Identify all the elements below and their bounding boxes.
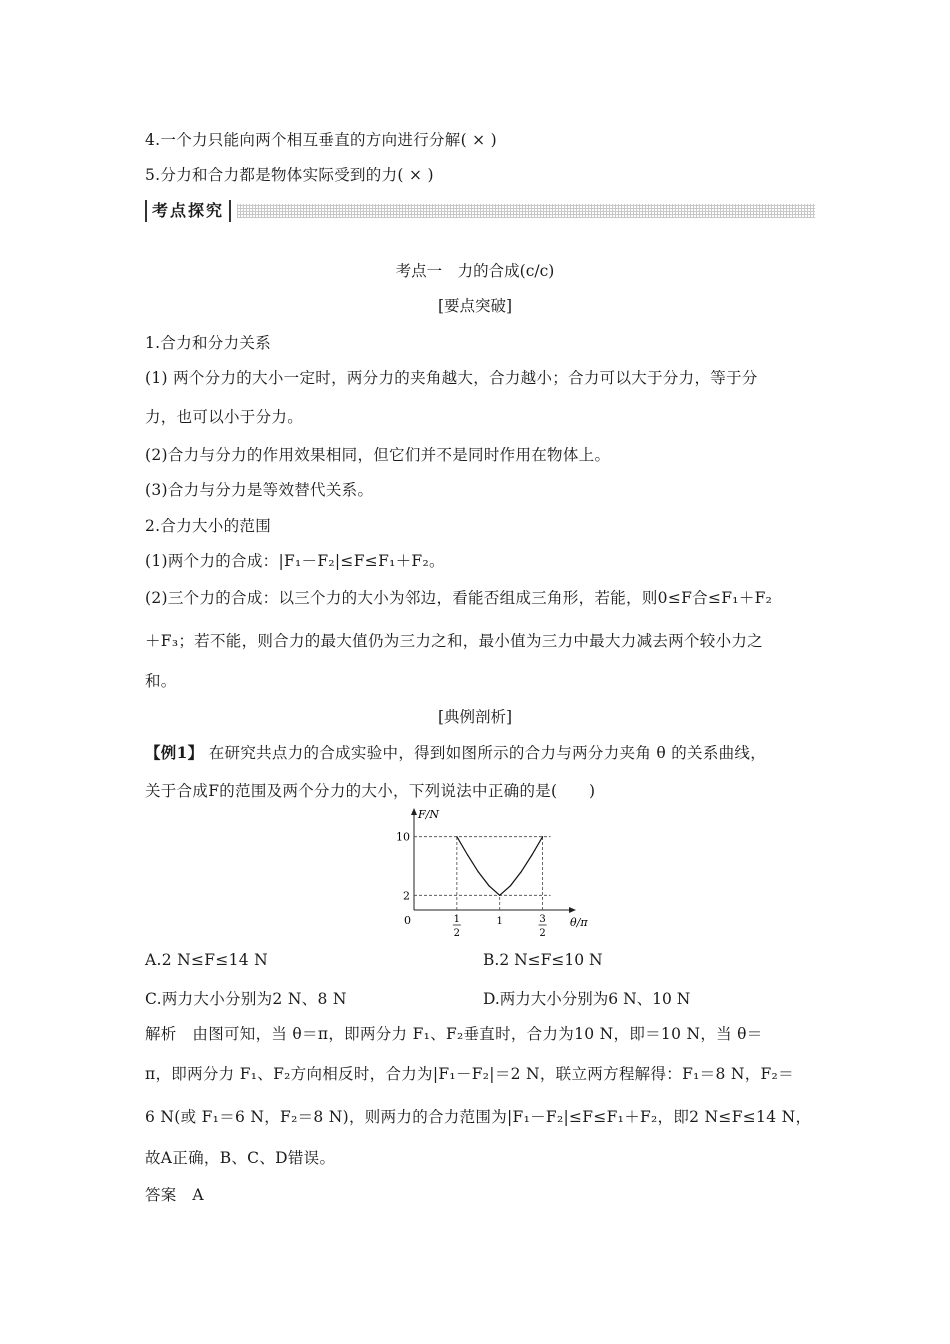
option-d: D.两力大小分别为6 N、10 N bbox=[483, 990, 691, 1008]
p1-c: (3)合力与分力是等效替代关系。 bbox=[145, 481, 374, 499]
option-c: C.两力大小分别为2 N、8 N bbox=[145, 990, 347, 1008]
p2-b-line2: ＋F₃；若不能，则合力的最大值仍为三力之和，最小值为三力中最大力减去两个较小力之 bbox=[145, 632, 763, 650]
x-axis-label: θ/π bbox=[570, 916, 588, 929]
data-point bbox=[478, 871, 479, 872]
p2-heading: 2.合力大小的范围 bbox=[145, 517, 271, 535]
section-banner bbox=[145, 200, 815, 222]
p1-a-line1: (1) 两个分力的大小一定时，两分力的夹角越大，合力越小；合力可以大于分力，等于分 bbox=[145, 369, 758, 387]
data-point bbox=[488, 885, 489, 886]
data-point bbox=[510, 885, 511, 886]
data-point bbox=[521, 871, 522, 872]
banner-hatch bbox=[237, 204, 815, 218]
y-axis-label: F/N bbox=[418, 808, 439, 821]
p1-b: (2)合力与分力的作用效果相同，但它们并不是同时作用在物体上。 bbox=[145, 446, 611, 464]
data-point bbox=[467, 854, 468, 855]
y-tick-label: 2 bbox=[403, 889, 410, 903]
force-angle-chart bbox=[378, 808, 588, 942]
key-points-heading: [要点突破] bbox=[437, 297, 513, 315]
y-axis-arrow bbox=[411, 808, 417, 815]
option-b: B.2 N≤F≤10 N bbox=[483, 951, 603, 969]
x-tick-denominator: 2 bbox=[539, 928, 546, 939]
statement-4: 4.一个力只能向两个相互垂直的方向进行分解( × ) bbox=[145, 131, 498, 149]
section-title: 考点一 力的合成(c/c) bbox=[395, 262, 555, 280]
p2-b-line1: (2)三个力的合成：以三个力的大小为邻边，看能否组成三角形，若能，则0≤F合≤F₁＋F₂ bbox=[145, 589, 773, 607]
analysis-line1: 解析 由图可知，当 θ＝π，即两分力 F₁、F₂垂直时，合力为10 N，即＝10 N，当 θ＝ bbox=[145, 1025, 763, 1043]
example-label: 【例1】 bbox=[145, 743, 204, 762]
example-q1: 在研究共点力的合成实验中，得到如图所示的合力与两分力夹角 θ 的关系曲线， bbox=[203, 744, 767, 762]
statement-5: 5.分力和合力都是物体实际受到的力( × ) bbox=[145, 166, 434, 184]
p2-a: (1)两个力的合成：|F₁－F₂|≤F≤F₁＋F₂。 bbox=[145, 552, 445, 570]
analysis-line2: π，即两分力 F₁、F₂方向相反时，合力为|F₁－F₂|＝2 N，联立两方程解得：F₁＝8 N，F₂＝ bbox=[145, 1065, 794, 1083]
x-tick-label: 1 bbox=[496, 916, 503, 927]
x-tick-denominator: 2 bbox=[453, 928, 461, 939]
banner-label: 考点探究 bbox=[145, 200, 231, 222]
analysis-line4: 故A正确，B、C、D错误。 bbox=[145, 1149, 336, 1167]
data-point bbox=[456, 836, 457, 837]
p2-b-line3: 和。 bbox=[145, 672, 177, 690]
data-point bbox=[542, 836, 543, 837]
option-a: A.2 N≤F≤14 N bbox=[145, 951, 269, 969]
p1-a-line2: 力，也可以小于分力。 bbox=[145, 408, 304, 426]
example-heading: [典例剖析] bbox=[437, 708, 513, 726]
data-point bbox=[531, 854, 532, 855]
analysis-line3: 6 N(或 F₁＝6 N，F₂＝8 N)，则两力的合力范围为|F₁－F₂|≤F≤F₁＋F₂，即2 N≤F≤14 N， bbox=[145, 1108, 812, 1126]
y-tick-label: 10 bbox=[396, 830, 410, 844]
x-axis-arrow bbox=[569, 907, 576, 913]
p1-heading: 1.合力和分力关系 bbox=[145, 334, 271, 352]
x-tick-numerator: 3 bbox=[539, 914, 546, 925]
answer: 答案 A bbox=[145, 1186, 204, 1204]
data-point bbox=[499, 895, 500, 896]
series-line bbox=[457, 837, 543, 896]
origin-label: 0 bbox=[404, 914, 411, 927]
example-question-line1 bbox=[145, 741, 766, 763]
x-tick-numerator: 1 bbox=[453, 914, 461, 925]
example-question-line2: 关于合成F的范围及两个分力的大小，下列说法中正确的是( ) bbox=[145, 782, 596, 800]
